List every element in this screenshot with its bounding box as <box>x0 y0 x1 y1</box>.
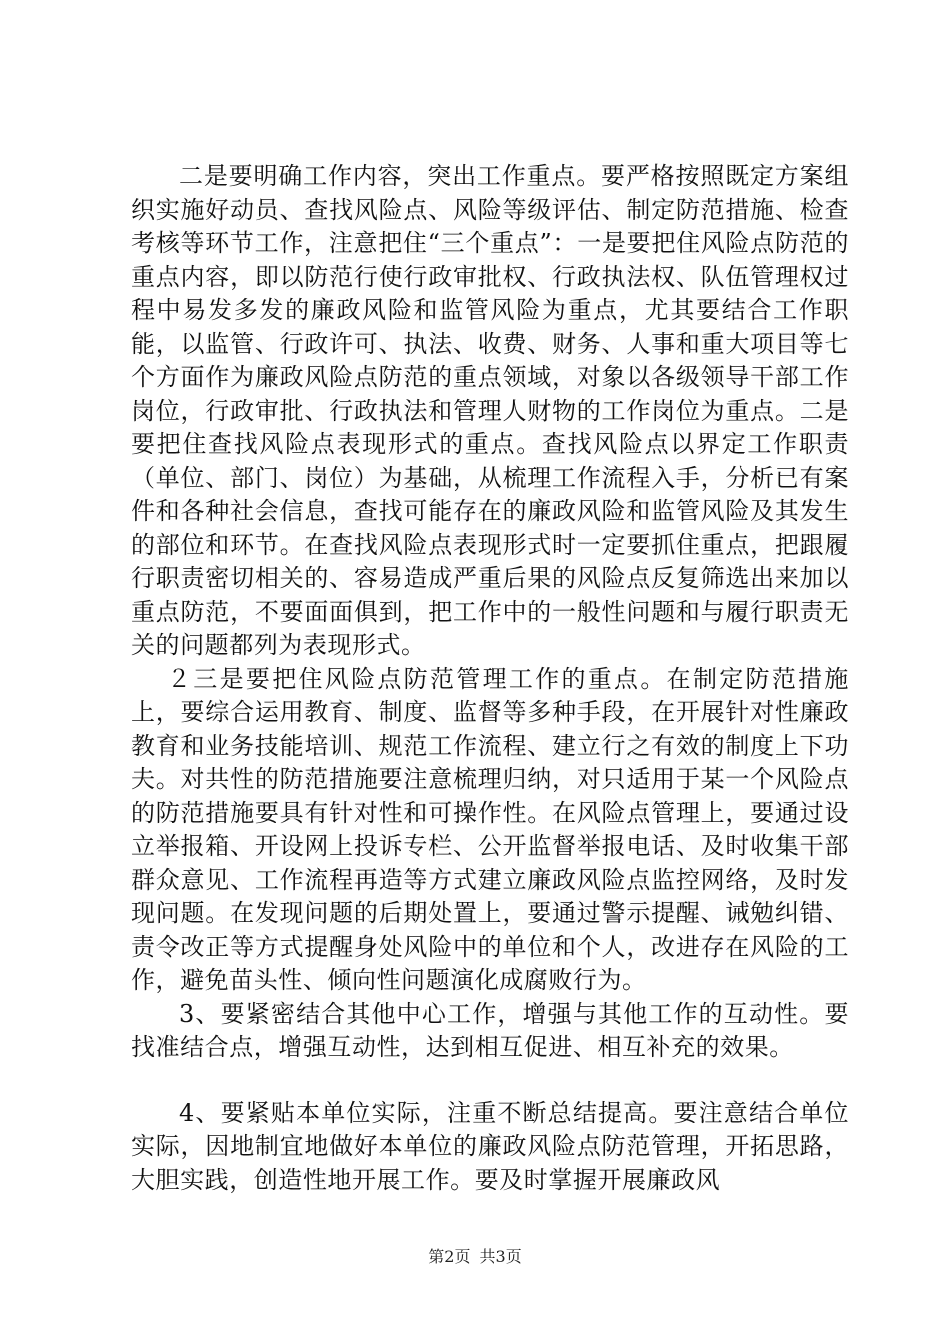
document-body <box>131 160 849 1197</box>
paragraph-integration: 3、要紧密结合其他中心工作，增强与其他工作的互动性。要找准结合点，增强互动性，达到相互促进、相互补充的效果。 <box>131 999 849 1061</box>
page-total: 共3页 <box>479 1247 522 1266</box>
paragraph-key-points: 二是要明确工作内容，突出工作重点。要严格按照既定方案组织实施好动员、查找风险点、风险等级评估、制定防范措施、检查考核等环节工作，注意把住“三个重点”：一是要把住风险点防范的重点内容，即以防范行使行政审批权、行政执法权、队伍管理权过程中易发多发的廉政风险和监管风险为重点，尤其要结合工作职能，以监管、行政许可、执法、收费、财务、人事和重大项目等七个方面作为廉政风险点防范的重点领域，对象以各级领导干部工作岗位，行政审批、行政执法和管理人财物的工作岗位为重点。二是要把住查找风险点表现形式的重点。查找风险点以界定工作职责（单位、部门、岗位）为基础，从梳理工作流程入手，分析已有案件和各种社会信息，查找可能存在的廉政风险和监管风险及其发生的部位和环节。在查找风险点表现形式时一定要抓住重点，把跟履行职责密切相关的、容易造成严重后果的风险点反复筛选出来加以重点防范，不要面面俱到，把工作中的一般性问题和与履行职责无关的问题都列为表现形式。 <box>131 162 849 659</box>
paragraph-local-practice: 4、要紧贴本单位实际，注重不断总结提高。要注意结合单位实际，因地制宜地做好本单位的廉政风险点防范管理，开拓思路，大胆实践，创造性地开展工作。要及时掌握开展廉政风 <box>131 1098 849 1194</box>
page-number: 第2页 <box>428 1247 471 1266</box>
paragraph-risk-management: ２三是要把住风险点防范管理工作的重点。在制定防范措施上，要综合运用教育、制度、监督等多种手段，在开展针对性廉政教育和业务技能培训、规范工作流程、建立行之有效的制度上下功夫。对共性的防范措施要注意梳理归纳，对只适用于某一个风险点的防范措施要具有针对性和可操作性。在风险点管理上，要通过设立举报箱、开设网上投诉专栏、公开监督举报电话、及时收集干部群众意见、工作流程再造等方式建立廉政风险点监控网络，及时发现问题。在发现问题的后期处置上，要通过警示提醒、诫勉纠错、责令改正等方式提醒身处风险中的单位和个人，改进存在风险的工作，避免苗头性、倾向性问题演化成腐败行为。 <box>131 664 849 994</box>
page-footer <box>0 1246 950 1268</box>
